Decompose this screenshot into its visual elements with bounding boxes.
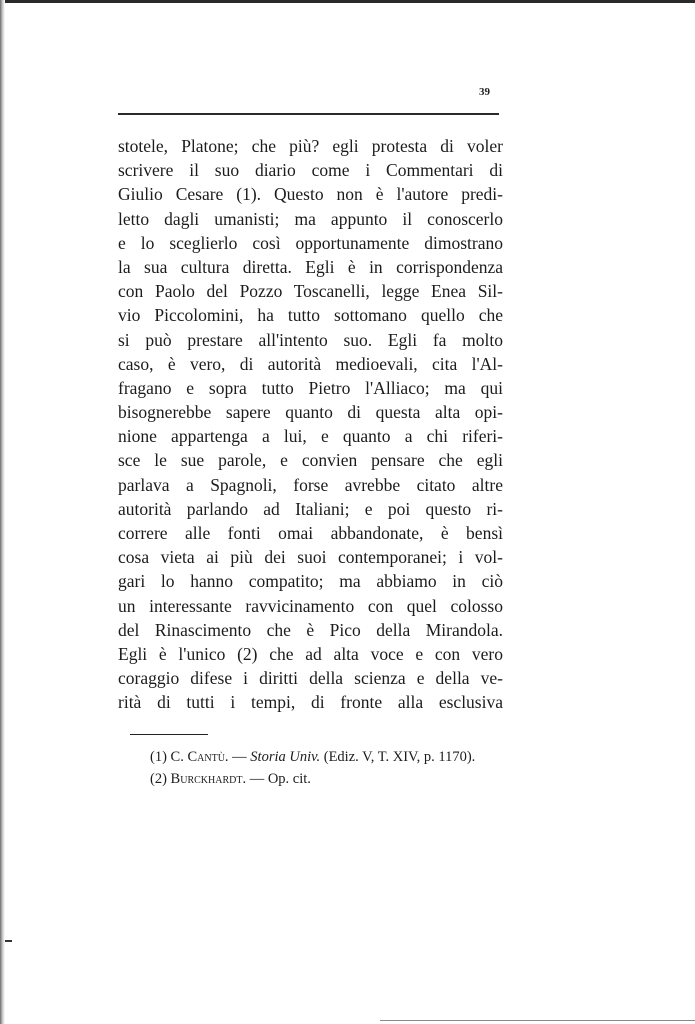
footnote-rule <box>130 734 208 735</box>
scan-left-edge <box>0 0 5 1024</box>
text-line: vio Piccolomini, ha tutto sottomano quello che <box>118 305 503 326</box>
footnote-marker: (2) <box>150 771 167 787</box>
scan-bottom-edge <box>380 1020 695 1021</box>
text-line: Egli è l'unico (2) che ad alta voce e con vero <box>118 643 503 664</box>
scan-edge-mark <box>5 940 12 942</box>
text-line: fragano e sopra tutto Pietro l'Alliaco; ma qui <box>118 377 503 398</box>
text-line: parlava a Spagnoli, forse avrebbe citato altre <box>118 474 503 495</box>
text-line: bisognerebbe sapere quanto di questa alta opi- <box>118 402 503 423</box>
text-line: coraggio difese i diritti della scienza e della ve- <box>118 668 503 689</box>
text-line: nione appartenga a lui, e quanto a chi riferi- <box>118 426 503 447</box>
footnote-details: (Ediz. V, T. XIV, p. 1170). <box>323 749 476 765</box>
footnotes <box>150 746 520 790</box>
header-rule <box>118 113 499 115</box>
text-line: gari lo hanno compatito; ma abbiamo in ciò <box>118 571 503 592</box>
text-line: stotele, Platone; che più? egli protesta di voler <box>118 136 503 156</box>
text-line: si può prestare all'intento suo. Egli fa molto <box>118 329 503 350</box>
text-line: rità di tutti i tempi, di fronte alla esclusiva <box>118 692 503 713</box>
page-number: 39 <box>479 86 490 98</box>
text-line: e lo sceglierlo così opportunamente dimostrano <box>118 232 503 253</box>
footnote-marker: (1) <box>150 749 167 765</box>
text-line: letto dagli umanisti; ma appunto il conoscerlo <box>118 208 503 229</box>
text-line: cosa vieta ai più dei suoi contemporanei; i vol- <box>118 547 503 568</box>
text-line: caso, è vero, di autorità medioevali, cita l'Al- <box>118 353 503 374</box>
text-line: del Rinascimento che è Pico della Mirandola. <box>118 619 503 640</box>
text-line: sce le sue parole, e convien pensare che egli <box>118 450 503 471</box>
text-line: la sua cultura diretta. Egli è in corrispondenza <box>118 256 503 277</box>
body-text <box>118 134 503 715</box>
text-line: correre alle fonti omai abbandonate, è bensì <box>118 523 503 543</box>
footnote-1 <box>150 746 520 768</box>
text-line: autorità parlando ad Italiani; e poi questo ri- <box>118 498 503 519</box>
footnote-2 <box>150 768 520 790</box>
text-line: con Paolo del Pozzo Toscanelli, legge Enea Sil- <box>118 281 503 302</box>
text-line: Giulio Cesare (1). Questo non è l'autore predi- <box>118 184 503 205</box>
footnote-work: Storia Univ. <box>250 749 321 765</box>
footnote-dash: — <box>232 749 247 765</box>
text-line: scrivere il suo diario come i Commentari di <box>118 160 503 181</box>
footnote-author: C. Cantù. <box>170 749 229 765</box>
footnote-author: Burckhardt. <box>170 771 247 787</box>
page-top-border <box>0 0 695 3</box>
footnote-dash: — <box>249 771 265 787</box>
text-line: un interessante ravvicinamento con quel colosso <box>118 595 503 616</box>
footnote-work: Op. cit. <box>267 771 311 787</box>
